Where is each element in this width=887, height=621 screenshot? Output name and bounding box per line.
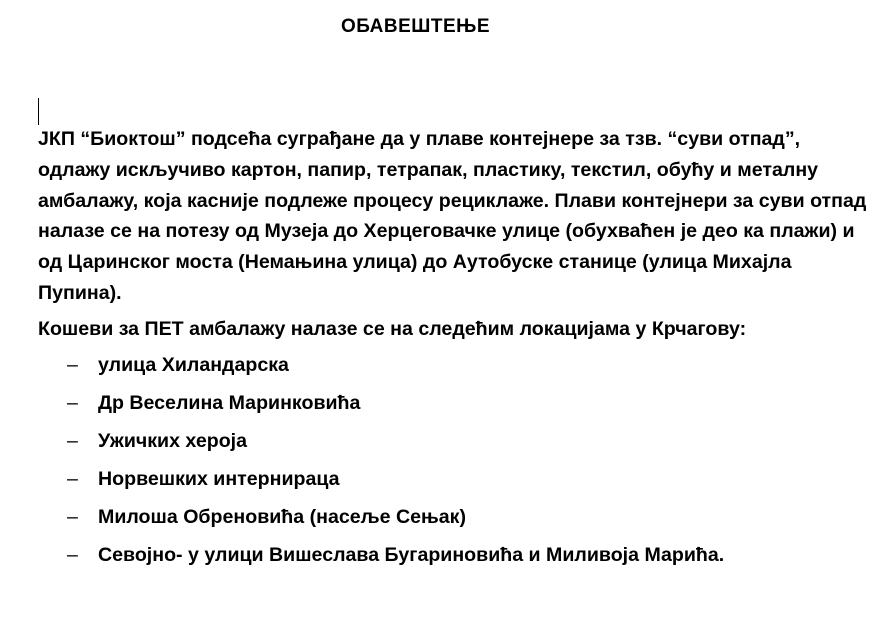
list-dash-marker: –: [67, 505, 78, 528]
list-item: [38, 540, 873, 578]
location-text: Милоша Обреновића (насеље Сењак): [98, 505, 467, 528]
list-dash-marker: –: [67, 353, 78, 376]
list-item: [38, 388, 873, 426]
location-text: Норвешких интернираца: [98, 467, 340, 490]
list-dash-marker: –: [67, 467, 78, 490]
text-cursor: [38, 98, 39, 125]
document-body[interactable]: [38, 124, 873, 578]
list-item: [38, 426, 873, 464]
list-item: [38, 350, 873, 388]
list-dash-marker: –: [67, 429, 78, 452]
list-dash-marker: –: [67, 543, 78, 566]
location-text: Севојно- у улици Вишеслава Бугариновића и Миливоја Марића.: [98, 543, 725, 566]
locations-list: [38, 350, 873, 578]
location-text: Ужичких хероја: [98, 429, 248, 452]
location-text: Др Веселина Маринковића: [98, 391, 361, 414]
document-title: ОБАВЕШТЕЊЕ: [340, 16, 491, 37]
location-text: улица Хиландарска: [98, 353, 289, 376]
paragraph-dry-waste: ЈКП “Биоктош” подсећа суграђане да у плаве контејнере за тзв. “суви отпад”, одлажу искључиво картон, папир, тетрапак, пластику, текстил, обућу и металну амбалажу, која касније подлеже процесу рециклаже. Плави контејнери за суви отпад налазе се на потезу од Музеја до Херцеговачке улице (обухваћен је део ка плажи) и од Царинског моста (Немањина улица) до Аутобуске станице (улица Михајла Пупина).: [38, 128, 867, 304]
paragraph-pet-bins: Кошеви за ПЕТ амбалажу налазе се на следећим локацијама у Крчагову:: [38, 317, 747, 340]
list-dash-marker: –: [67, 391, 78, 414]
list-item: [38, 502, 873, 540]
list-item: [38, 464, 873, 502]
